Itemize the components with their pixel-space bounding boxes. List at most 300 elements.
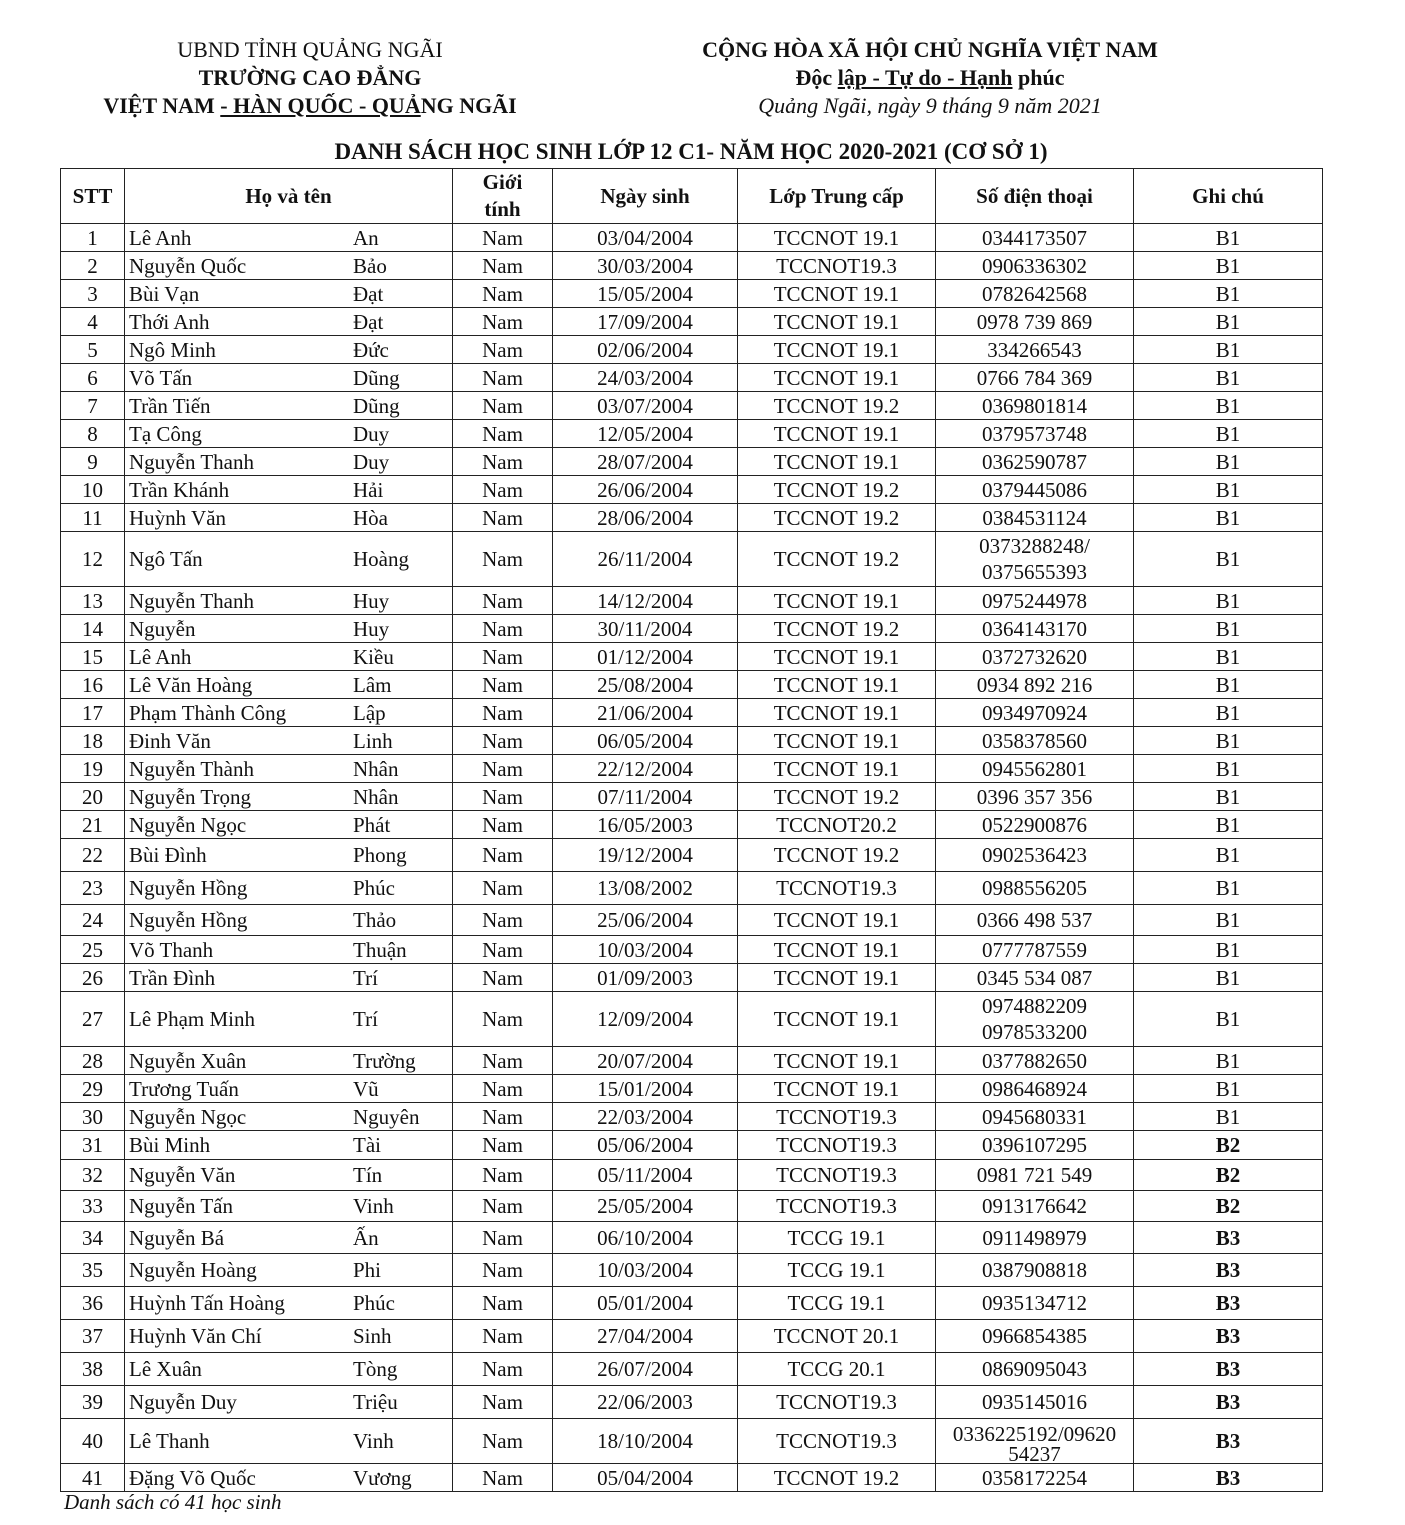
- cell-stt: 10: [61, 476, 125, 504]
- cell-gender: Nam: [453, 1464, 553, 1492]
- table-row: [61, 252, 1323, 280]
- cell-dob: 12/05/2004: [553, 420, 738, 448]
- last-name: Ngô Tấn: [129, 547, 203, 571]
- phone-primary: 0975244978: [982, 588, 1087, 613]
- table-row: [61, 643, 1323, 671]
- header-right: [660, 36, 1200, 120]
- phone-secondary: 0375655393: [982, 560, 1087, 584]
- cell-note: B3: [1134, 1386, 1323, 1419]
- cell-gender: Nam: [453, 755, 553, 783]
- first-name: Dũng: [353, 365, 400, 390]
- table-row: [61, 392, 1323, 420]
- last-name: Trương Tuấn: [129, 1076, 239, 1101]
- cell-dob: 20/07/2004: [553, 1047, 738, 1075]
- footer-note: Danh sách có 41 học sinh: [64, 1490, 282, 1514]
- cell-dob: 14/12/2004: [553, 587, 738, 615]
- phone-primary: 0377882650: [982, 1048, 1087, 1073]
- table-row: [61, 783, 1323, 811]
- cell-note: B1: [1134, 308, 1323, 336]
- table-row: [61, 224, 1323, 252]
- phone-primary: 0345 534 087: [976, 965, 1093, 990]
- table-row: [61, 1075, 1323, 1103]
- cell-dob: 22/12/2004: [553, 755, 738, 783]
- cell-dob: 15/05/2004: [553, 280, 738, 308]
- table-row: [61, 1047, 1323, 1075]
- table-row: [61, 1222, 1323, 1254]
- phone-primary: 0911498979: [982, 1225, 1087, 1250]
- cell-note: B1: [1134, 420, 1323, 448]
- phone-primary: 0934 892 216: [976, 672, 1093, 697]
- table-body: [61, 224, 1323, 1492]
- cell-name: [125, 643, 453, 671]
- cell-stt: 25: [61, 936, 125, 964]
- cell-gender: Nam: [453, 1160, 553, 1191]
- cell-phone: [936, 964, 1134, 992]
- cell-gender: Nam: [453, 224, 553, 252]
- table-row: [61, 1464, 1323, 1492]
- first-name: Đức: [353, 337, 389, 362]
- cell-note: B2: [1134, 1191, 1323, 1222]
- table-row: [61, 476, 1323, 504]
- col-gender: Giới tính: [453, 169, 553, 224]
- last-name: Nguyễn Hồng: [129, 876, 248, 900]
- cell-class: TCCNOT 19.2: [738, 504, 936, 532]
- last-name: Trần Tiến: [129, 393, 211, 418]
- phone-primary: 0986468924: [982, 1076, 1087, 1101]
- table-row: [61, 872, 1323, 905]
- table-row: [61, 699, 1323, 727]
- cell-phone: [936, 755, 1134, 783]
- cell-note: B1: [1134, 587, 1323, 615]
- cell-gender: Nam: [453, 1191, 553, 1222]
- phone-primary: 0902536423: [982, 843, 1087, 867]
- cell-gender: Nam: [453, 643, 553, 671]
- cell-dob: 25/08/2004: [553, 671, 738, 699]
- first-name: Tín: [353, 1163, 383, 1187]
- cell-dob: 25/05/2004: [553, 1191, 738, 1222]
- first-name: Duy: [353, 421, 390, 446]
- cell-class: TCCNOT 19.1: [738, 587, 936, 615]
- cell-gender: Nam: [453, 699, 553, 727]
- table-row: [61, 727, 1323, 755]
- table-row: [61, 1287, 1323, 1320]
- first-name: Phúc: [353, 1291, 395, 1315]
- cell-dob: 13/08/2002: [553, 872, 738, 905]
- phone-primary: 0369801814: [982, 393, 1087, 418]
- cell-phone: [936, 504, 1134, 532]
- cell-stt: 16: [61, 671, 125, 699]
- cell-dob: 22/06/2003: [553, 1386, 738, 1419]
- cell-name: [125, 699, 453, 727]
- cell-dob: 06/10/2004: [553, 1222, 738, 1254]
- table-row: [61, 532, 1323, 587]
- last-name: Nguyễn Văn: [129, 1163, 236, 1187]
- first-name: Nhân: [353, 756, 399, 781]
- cell-stt: 14: [61, 615, 125, 643]
- cell-name: [125, 671, 453, 699]
- national-motto: Độc lập - Tự do - Hạnh phúc: [795, 65, 1065, 90]
- cell-gender: Nam: [453, 727, 553, 755]
- cell-dob: 30/11/2004: [553, 615, 738, 643]
- phone-primary: 0869095043: [982, 1357, 1087, 1381]
- cell-name: [125, 1386, 453, 1419]
- cell-note: B1: [1134, 1103, 1323, 1131]
- cell-note: B3: [1134, 1254, 1323, 1287]
- cell-name: [125, 839, 453, 872]
- last-name: Ngô Minh: [129, 337, 216, 362]
- cell-dob: 25/06/2004: [553, 905, 738, 936]
- cell-class: TCCNOT 20.1: [738, 1320, 936, 1353]
- first-name: An: [353, 225, 379, 250]
- phone-primary: 0396107295: [982, 1133, 1087, 1157]
- phone-primary: 0913176642: [982, 1194, 1087, 1218]
- cell-class: TCCNOT 19.1: [738, 224, 936, 252]
- cell-name: [125, 1287, 453, 1320]
- cell-class: TCCNOT 19.1: [738, 727, 936, 755]
- cell-stt: 21: [61, 811, 125, 839]
- last-name: Huỳnh Văn: [129, 505, 227, 530]
- first-name: Trí: [353, 1007, 378, 1031]
- cell-name: [125, 476, 453, 504]
- phone-primary: 0344173507: [982, 225, 1087, 250]
- cell-gender: Nam: [453, 936, 553, 964]
- first-name: Trí: [353, 965, 378, 990]
- cell-gender: Nam: [453, 1353, 553, 1386]
- phone-primary: 0981 721 549: [976, 1163, 1093, 1187]
- cell-name: [125, 615, 453, 643]
- phone-primary: 0396 357 356: [976, 784, 1093, 809]
- cell-note: B1: [1134, 992, 1323, 1047]
- first-name: Hải: [353, 477, 384, 502]
- cell-stt: 41: [61, 1464, 125, 1492]
- cell-note: B1: [1134, 392, 1323, 420]
- cell-note: B1: [1134, 872, 1323, 905]
- cell-phone: [936, 936, 1134, 964]
- phone-secondary: 54237: [1008, 1447, 1061, 1461]
- first-name: Vương: [353, 1465, 412, 1490]
- phone-primary: 0934970924: [982, 700, 1087, 725]
- first-name: Lâm: [353, 672, 392, 697]
- cell-note: B1: [1134, 699, 1323, 727]
- table-row: [61, 936, 1323, 964]
- cell-gender: Nam: [453, 1419, 553, 1464]
- cell-note: B3: [1134, 1222, 1323, 1254]
- cell-class: TCCNOT 19.2: [738, 1464, 936, 1492]
- phone-primary: 0782642568: [982, 281, 1087, 306]
- phone-primary: 0387908818: [982, 1258, 1087, 1282]
- cell-class: TCCNOT 19.1: [738, 1075, 936, 1103]
- cell-name: [125, 905, 453, 936]
- cell-name: [125, 1320, 453, 1353]
- cell-dob: 01/12/2004: [553, 643, 738, 671]
- cell-stt: 29: [61, 1075, 125, 1103]
- last-name: Nguyễn Thanh: [129, 588, 255, 613]
- cell-note: B1: [1134, 964, 1323, 992]
- school-name-line1: TRƯỜNG CAO ĐẲNG: [198, 65, 422, 90]
- cell-dob: 07/11/2004: [553, 783, 738, 811]
- cell-phone: [936, 727, 1134, 755]
- table-row: [61, 1131, 1323, 1160]
- last-name: Nguyễn Ngọc: [129, 812, 247, 837]
- phone-primary: 0372732620: [982, 644, 1087, 669]
- phone-primary: 0935134712: [982, 1291, 1087, 1315]
- first-name: Phong: [353, 843, 407, 867]
- cell-name: [125, 364, 453, 392]
- cell-class: TCCNOT 19.1: [738, 336, 936, 364]
- document-title: DANH SÁCH HỌC SINH LỚP 12 C1- NĂM HỌC 2020-2021 (CƠ SỞ 1): [334, 139, 1048, 164]
- first-name: Kiều: [353, 644, 394, 669]
- phone-primary: 0336225192/09620: [952, 1422, 1117, 1446]
- cell-class: TCCNOT 19.1: [738, 992, 936, 1047]
- cell-stt: 4: [61, 308, 125, 336]
- cell-note: B1: [1134, 504, 1323, 532]
- cell-phone: [936, 1254, 1134, 1287]
- cell-stt: 2: [61, 252, 125, 280]
- first-name: Lập: [353, 700, 386, 725]
- cell-name: [125, 755, 453, 783]
- cell-gender: Nam: [453, 336, 553, 364]
- phone-primary: 0966854385: [982, 1324, 1087, 1348]
- school-name-line2: VIỆT NAM - HÀN QUỐC - QUẢNG NGÃI: [103, 93, 517, 118]
- cell-stt: 19: [61, 755, 125, 783]
- cell-stt: 15: [61, 643, 125, 671]
- col-name: Họ và tên: [125, 169, 453, 224]
- last-name: Bùi Vạn: [129, 281, 200, 306]
- cell-name: [125, 308, 453, 336]
- cell-gender: Nam: [453, 1287, 553, 1320]
- cell-gender: Nam: [453, 1103, 553, 1131]
- table-row: [61, 811, 1323, 839]
- cell-gender: Nam: [453, 392, 553, 420]
- table-row: [61, 1254, 1323, 1287]
- first-name: Đạt: [353, 281, 384, 306]
- phone-primary: 0379445086: [982, 477, 1087, 502]
- cell-phone: [936, 1353, 1134, 1386]
- cell-class: TCCNOT 19.2: [738, 615, 936, 643]
- cell-stt: 26: [61, 964, 125, 992]
- cell-note: B3: [1134, 1320, 1323, 1353]
- last-name: Nguyễn Ngọc: [129, 1104, 247, 1129]
- cell-stt: 8: [61, 420, 125, 448]
- cell-phone: [936, 420, 1134, 448]
- cell-gender: Nam: [453, 615, 553, 643]
- last-name: Lê Thanh: [129, 1429, 210, 1453]
- col-dob: Ngày sinh: [553, 169, 738, 224]
- cell-phone: [936, 1222, 1134, 1254]
- first-name: Thảo: [353, 908, 397, 932]
- cell-name: [125, 1103, 453, 1131]
- first-name: Vinh: [353, 1194, 394, 1218]
- cell-note: B1: [1134, 727, 1323, 755]
- table-row: [61, 336, 1323, 364]
- cell-name: [125, 1419, 453, 1464]
- cell-phone: [936, 839, 1134, 872]
- cell-phone: [936, 1320, 1134, 1353]
- cell-stt: 5: [61, 336, 125, 364]
- cell-stt: 11: [61, 504, 125, 532]
- cell-phone: [936, 532, 1134, 587]
- cell-stt: 24: [61, 905, 125, 936]
- table-row: [61, 1386, 1323, 1419]
- table-row: [61, 1103, 1323, 1131]
- document-date: Quảng Ngãi, ngày 9 tháng 9 năm 2021: [758, 93, 1102, 118]
- table-row: [61, 280, 1323, 308]
- cell-phone: [936, 905, 1134, 936]
- cell-gender: Nam: [453, 280, 553, 308]
- cell-name: [125, 727, 453, 755]
- cell-gender: Nam: [453, 872, 553, 905]
- cell-name: [125, 532, 453, 587]
- first-name: Tài: [353, 1133, 381, 1157]
- cell-stt: 28: [61, 1047, 125, 1075]
- cell-stt: 30: [61, 1103, 125, 1131]
- first-name: Phúc: [353, 876, 395, 900]
- last-name: Nguyễn Duy: [129, 1390, 237, 1414]
- cell-name: [125, 1160, 453, 1191]
- phone-primary: 0384531124: [982, 505, 1087, 530]
- table-row: [61, 671, 1323, 699]
- cell-name: [125, 336, 453, 364]
- cell-note: B1: [1134, 811, 1323, 839]
- cell-gender: Nam: [453, 1047, 553, 1075]
- cell-gender: Nam: [453, 1131, 553, 1160]
- cell-phone: [936, 1386, 1134, 1419]
- cell-note: B3: [1134, 1419, 1323, 1464]
- cell-dob: 10/03/2004: [553, 936, 738, 964]
- table-row: [61, 1353, 1323, 1386]
- cell-gender: Nam: [453, 1222, 553, 1254]
- cell-name: [125, 587, 453, 615]
- phone-primary: 0766 784 369: [976, 365, 1093, 390]
- cell-name: [125, 420, 453, 448]
- cell-phone: [936, 392, 1134, 420]
- cell-name: [125, 252, 453, 280]
- last-name: Bùi Đình: [129, 843, 207, 867]
- cell-class: TCCNOT 19.1: [738, 936, 936, 964]
- cell-note: B1: [1134, 364, 1323, 392]
- first-name: Nguyên: [353, 1104, 420, 1129]
- table-row: [61, 587, 1323, 615]
- phone-primary: 0978 739 869: [976, 309, 1093, 334]
- table-row: [61, 615, 1323, 643]
- cell-stt: 13: [61, 587, 125, 615]
- cell-note: B2: [1134, 1160, 1323, 1191]
- cell-note: B1: [1134, 532, 1323, 587]
- phone-primary: 0364143170: [982, 616, 1087, 641]
- cell-phone: [936, 476, 1134, 504]
- phone-primary: 0373288248/: [979, 534, 1090, 558]
- last-name: Huỳnh Văn Chí: [129, 1324, 262, 1348]
- phone-primary: 0974882209: [982, 994, 1087, 1018]
- cell-gender: Nam: [453, 811, 553, 839]
- cell-stt: 22: [61, 839, 125, 872]
- cell-name: [125, 1047, 453, 1075]
- cell-name: [125, 1222, 453, 1254]
- cell-gender: Nam: [453, 839, 553, 872]
- first-name: Dũng: [353, 393, 400, 418]
- cell-gender: Nam: [453, 308, 553, 336]
- col-note: Ghi chú: [1134, 169, 1323, 224]
- cell-gender: Nam: [453, 252, 553, 280]
- cell-stt: 23: [61, 872, 125, 905]
- last-name: Nguyễn Tấn: [129, 1194, 234, 1218]
- cell-phone: [936, 1103, 1134, 1131]
- cell-phone: [936, 1075, 1134, 1103]
- table-row: [61, 1419, 1323, 1464]
- cell-phone: [936, 448, 1134, 476]
- table-row: [61, 1320, 1323, 1353]
- cell-stt: 35: [61, 1254, 125, 1287]
- cell-class: TCCG 19.1: [738, 1254, 936, 1287]
- first-name: Sinh: [353, 1324, 392, 1348]
- last-name: Huỳnh Tấn Hoàng: [129, 1291, 285, 1315]
- cell-dob: 26/07/2004: [553, 1353, 738, 1386]
- cell-dob: 05/06/2004: [553, 1131, 738, 1160]
- cell-class: TCCNOT19.3: [738, 1191, 936, 1222]
- national-title: CỘNG HÒA XÃ HỘI CHỦ NGHĨA VIỆT NAM: [702, 37, 1158, 62]
- last-name: Nguyễn: [129, 616, 196, 641]
- cell-dob: 02/06/2004: [553, 336, 738, 364]
- cell-class: TCCNOT 19.2: [738, 392, 936, 420]
- cell-class: TCCNOT19.3: [738, 1419, 936, 1464]
- cell-dob: 26/06/2004: [553, 476, 738, 504]
- cell-phone: [936, 1419, 1134, 1464]
- cell-stt: 33: [61, 1191, 125, 1222]
- cell-name: [125, 1191, 453, 1222]
- last-name: Nguyễn Trọng: [129, 784, 251, 809]
- cell-note: B2: [1134, 1131, 1323, 1160]
- cell-class: TCCNOT19.3: [738, 1131, 936, 1160]
- cell-note: B3: [1134, 1287, 1323, 1320]
- first-name: Huy: [353, 616, 390, 641]
- cell-gender: Nam: [453, 1386, 553, 1419]
- cell-class: TCCNOT 19.1: [738, 448, 936, 476]
- cell-dob: 15/01/2004: [553, 1075, 738, 1103]
- first-name: Thuận: [353, 937, 407, 962]
- table-row: [61, 308, 1323, 336]
- cell-phone: [936, 280, 1134, 308]
- cell-class: TCCNOT 19.1: [738, 420, 936, 448]
- last-name: Võ Tấn: [129, 365, 193, 390]
- phone-primary: 0522900876: [982, 812, 1087, 837]
- phone-primary: 0362590787: [982, 449, 1087, 474]
- cell-phone: [936, 811, 1134, 839]
- col-class: Lớp Trung cấp: [738, 169, 936, 224]
- first-name: Phi: [353, 1258, 382, 1282]
- cell-gender: Nam: [453, 905, 553, 936]
- phone-primary: 0906336302: [982, 253, 1087, 278]
- table-row: [61, 992, 1323, 1047]
- table-row: [61, 1191, 1323, 1222]
- province-name: UBND TỈNH QUẢNG NGÃI: [177, 37, 443, 62]
- cell-note: B1: [1134, 615, 1323, 643]
- cell-class: TCCNOT 19.1: [738, 671, 936, 699]
- cell-stt: 3: [61, 280, 125, 308]
- cell-gender: Nam: [453, 992, 553, 1047]
- cell-gender: Nam: [453, 364, 553, 392]
- phone-primary: 0358378560: [982, 728, 1087, 753]
- cell-class: TCCNOT20.2: [738, 811, 936, 839]
- cell-note: B1: [1134, 476, 1323, 504]
- phone-primary: 0777787559: [982, 937, 1087, 962]
- last-name: Lê Anh: [129, 644, 192, 669]
- cell-class: TCCNOT 19.1: [738, 755, 936, 783]
- cell-phone: [936, 615, 1134, 643]
- last-name: Nguyễn Thành: [129, 756, 255, 781]
- first-name: Huy: [353, 588, 390, 613]
- cell-class: TCCNOT19.3: [738, 1386, 936, 1419]
- cell-class: TCCNOT 19.1: [738, 643, 936, 671]
